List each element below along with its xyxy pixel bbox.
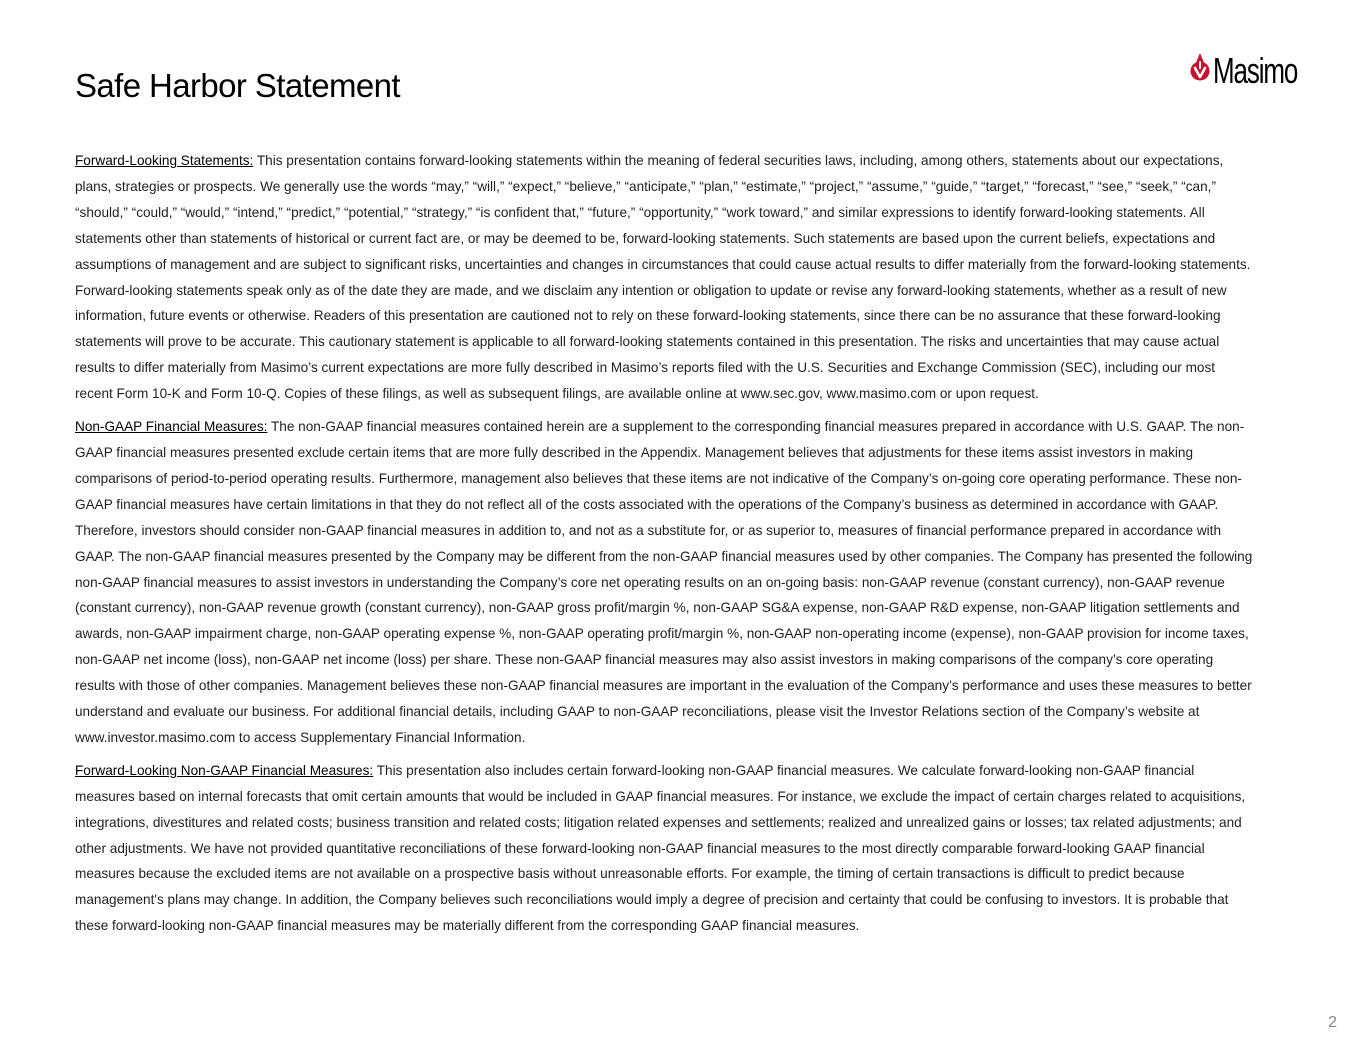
section-heading: Forward-Looking Non-GAAP Financial Measures: xyxy=(75,762,374,778)
non-gaap-measures-paragraph xyxy=(75,414,1255,751)
page-number: 2 xyxy=(1328,1014,1337,1031)
section-heading: Non-GAAP Financial Measures: xyxy=(75,419,268,435)
logo-wordmark: Masimo xyxy=(1213,50,1298,91)
forward-looking-statements-paragraph xyxy=(75,148,1255,407)
section-heading: Forward-Looking Statements: xyxy=(75,153,254,168)
section-body: The non-GAAP financial measures contained herein are a supplement to the corresponding financial measures prepared in accordance with U.S. GAAP. The non-GAAP financial measures presented exclude certain items that are more fully described in the Appendix. Management believes that adjustments for these items assist investors in making comparisons of period-to-period operating results. Furthermore, management also believes that these items are not indicative of the Company’s on-going core operating performance. These non-GAAP financial measures have certain limitations in that they do not reflect all of the costs associated with the operations of the Company’s business as determined in accordance with GAAP. Therefore, investors should consider non-GAAP financial measures in addition to, and not as a substitute for, or as superior to, measures of financial performance prepared in accordance with GAAP. The non-GAAP financial measures presented by the Company may be different from the non-GAAP financial measures used by other companies. The Company has presented the following non-GAAP financial measures to assist investors in understanding the Company’s core net operating results on an on-going basis: non-GAAP revenue (constant currency), non-GAAP revenue (constant currency), non-GAAP revenue growth (constant currency), non-GAAP gross profit/margin %, non-GAAP SG&A expense, non-GAAP R&D expense, non-GAAP litigation settlements and awards, non-GAAP impairment charge, non-GAAP operating expense %, non-GAAP operating profit/margin %, non-GAAP non-operating income (expense), non-GAAP provision for income taxes, non-GAAP net income (loss), non-GAAP net income (loss) per share. These non-GAAP financial measures may also assist investors in making comparisons of the company’s core operating results with those of other companies. Management believes these non-GAAP financial measures are important in the evaluation of the Company’s performance and uses these measures to better understand and evaluate our business. For additional financial details, including GAAP to non-GAAP reconciliations, please visit the Investor Relations section of the Company’s website at www.investor.masimo.com to access Supplementary Financial Information. xyxy=(75,419,1253,745)
masimo-logo xyxy=(1190,47,1330,95)
section-body: This presentation also includes certain forward-looking non-GAAP financial measures. We calculate forward-looking non-GAAP financial measures based on internal forecasts that omit certain amounts that would be included in GAAP financial measures. For instance, we exclude the impact of certain charges related to acquisitions, integrations, divestitures and related costs; business transition and related costs; litigation related expenses and settlements; realized and unrealized gains or losses; tax related adjustments; and other adjustments. We have not provided quantitative reconciliations of these forward-looking non-GAAP financial measures to the most directly comparable forward-looking GAAP financial measures because the excluded items are not available on a prospective basis without unreasonable efforts. For example, the timing of certain transactions is difficult to predict because management's plans may change. In addition, the Company believes such reconciliations would imply a degree of precision and certainty that could be confusing to investors. It is probable that these forward-looking non-GAAP financial measures may be materially different from the corresponding GAAP financial measures. xyxy=(75,762,1246,934)
masimo-logo-icon xyxy=(1190,49,1210,93)
section-body: This presentation contains forward-looking statements within the meaning of federal securities laws, including, among others, statements about our expectations, plans, strategies or prospects. We generally use the words “may,” “will,” “expect,” “believe,” “anticipate,” “plan,” “estimate,” “project,” “assume,” “guide,” “target,” “forecast,” “see,” “seek,” “can,” “should,” “could,” “would,” “intend,” “predict,” “potential,” “strategy,” “is confident that,” “future,” “opportunity,” “work toward,” and similar expressions to identify forward-looking statements. All statements other than statements of historical or current fact are, or may be deemed to be, forward-looking statements. Such statements are based upon the current beliefs, expectations and assumptions of management and are subject to significant risks, uncertainties and changes in circumstances that could cause actual results to differ materially from the forward-looking statements. Forward-looking statements speak only as of the date they are made, and we disclaim any intention or obligation to update or revise any forward-looking statements, whether as a result of new information, future events or otherwise. Readers of this presentation are cautioned not to rely on these forward-looking statements, since there can be no assurance that these forward-looking statements will prove to be accurate. This cautionary statement is applicable to all forward-looking statements contained in this presentation. The risks and uncertainties that may cause actual results to differ materially from Masimo’s current expectations are more fully described in Masimo’s reports filed with the U.S. Securities and Exchange Commission (SEC), including our most recent Form 10-K and Form 10-Q. Copies of these filings, as well as subsequent filings, are available online at www.sec.gov, www.masimo.com or upon request. xyxy=(75,153,1251,402)
safe-harbor-body xyxy=(75,148,1255,946)
page-title: Safe Harbor Statement xyxy=(75,67,400,104)
forward-looking-non-gaap-paragraph xyxy=(75,758,1255,939)
